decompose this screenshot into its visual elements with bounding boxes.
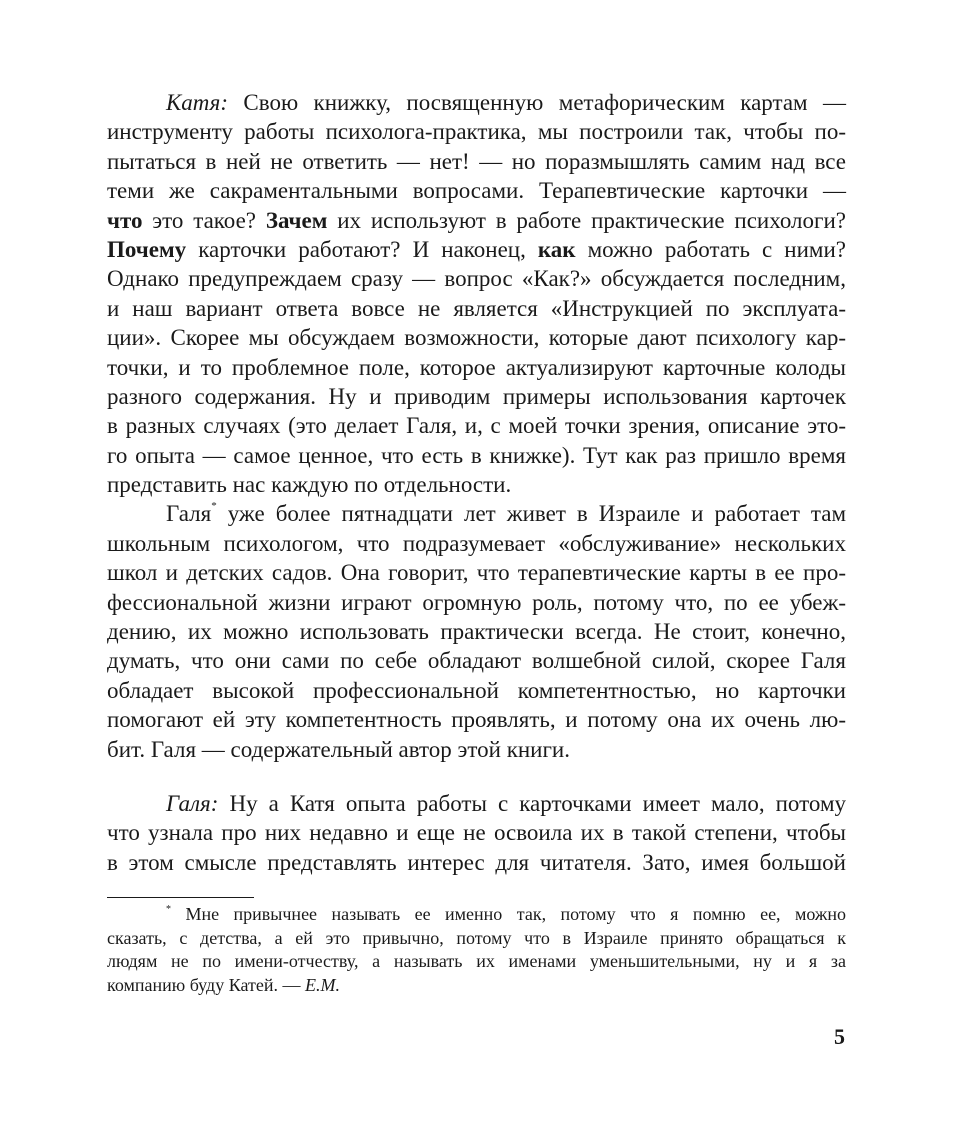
footnote-line: сказать, с детства, а ей это привычно, потому что в Израиле принято обращаться к (107, 927, 846, 948)
text-line: помогают ей эту компетентность проявлять, и потому она их очень лю- (107, 707, 846, 733)
text-line: Почему карточки работают? И наконец, как можно работать с ними? (107, 236, 846, 262)
footnote-divider (107, 897, 254, 898)
text-line: Галя: Ну а Катя опыта работы с карточками имеет мало, потому (166, 790, 846, 816)
speaker-label: Галя: (166, 790, 219, 816)
text-line: что это такое? Зачем их используют в работе практические психологи? (107, 207, 846, 233)
text-line: ции». Скорее мы обсуждаем возможности, которые дают психологу кар- (107, 325, 846, 351)
text-line: Галя* уже более пятнадцати лет живет в Израиле и работает там (166, 500, 846, 527)
footnote-line: * Мне привычнее называть ее именно так, потому что я помню ее, можно (166, 904, 847, 924)
text-line: фессиональной жизни играют огромную роль, потому что, по ее убеж- (107, 589, 846, 615)
paragraph-3 (107, 789, 846, 877)
text-line: Катя: Свою книжку, посвященную метафорическим картам — (166, 90, 846, 115)
paragraph-1 (107, 88, 846, 499)
footnote-line: людям не по имени-отчеству, а называть их именами уменьшительными, ну и я за (107, 951, 846, 971)
text-line: и наш вариант ответа вовсе не является «Инструкцией по эксплуата- (107, 295, 846, 321)
footnote-line: компанию буду Катей. — Е.М. (107, 974, 340, 995)
text-line: разного содержания. Ну и приводим примеры использования карточек (107, 383, 846, 409)
text-line: дению, их можно использовать практически всегда. Не стоит, конечно, (107, 619, 846, 645)
text-line: инструменту работы психолога-практика, мы построили так, чтобы по- (107, 119, 846, 145)
text-line: представить нас каждую по отдельности. (107, 472, 512, 498)
paragraph-2 (107, 499, 846, 764)
speaker-label: Катя: (166, 90, 229, 115)
text-line: думать, что они сами по себе обладают волшебной силой, скорее Галя (107, 648, 846, 674)
text-line: теми же сакраментальными вопросами. Терапевтические карточки — (107, 178, 846, 204)
bold-word: как (537, 236, 576, 262)
bold-word: Зачем (265, 207, 328, 233)
text-line: го опыта — самое ценное, что есть в книжке). Тут как раз пришло время (107, 442, 846, 468)
text-line: пытаться в ней не ответить — нет! — но поразмышлять самим над все (107, 148, 846, 174)
footnote-marker: * (211, 500, 217, 513)
text-line: Однако предупреждаем сразу — вопрос «Как?» обсуждается последним, (107, 266, 846, 292)
text-line: школьным психологом, что подразумевает «обслуживание» нескольких (107, 530, 846, 556)
paragraph-spacer (107, 764, 846, 789)
bold-word: что (107, 207, 143, 233)
text-line: обладает высокой профессиональной компетентностью, но карточки (107, 677, 846, 703)
text-line: в разных случаях (это делает Галя, и, с моей точки зрения, описание это- (107, 413, 846, 439)
page-number: 5 (834, 1024, 845, 1049)
text-line: в этом смысле представлять интерес для читателя. Зато, имея большой (107, 849, 846, 875)
footnote (107, 903, 846, 997)
bold-word: Почему (107, 236, 187, 262)
footnote-signature: Е.М. (305, 974, 340, 995)
text-line: точки, и то проблемное поле, которое актуализируют карточные колоды (107, 354, 846, 380)
text-line: бит. Галя — содержательный автор этой книги. (107, 736, 570, 762)
footnote-marker: * (166, 904, 171, 915)
text-line: школ и детских садов. Она говорит, что терапевтические карты в ее про- (107, 560, 846, 586)
main-text (107, 88, 846, 877)
text-line: что узнала про них недавно и еще не освоила их в такой степени, чтобы (107, 820, 846, 846)
